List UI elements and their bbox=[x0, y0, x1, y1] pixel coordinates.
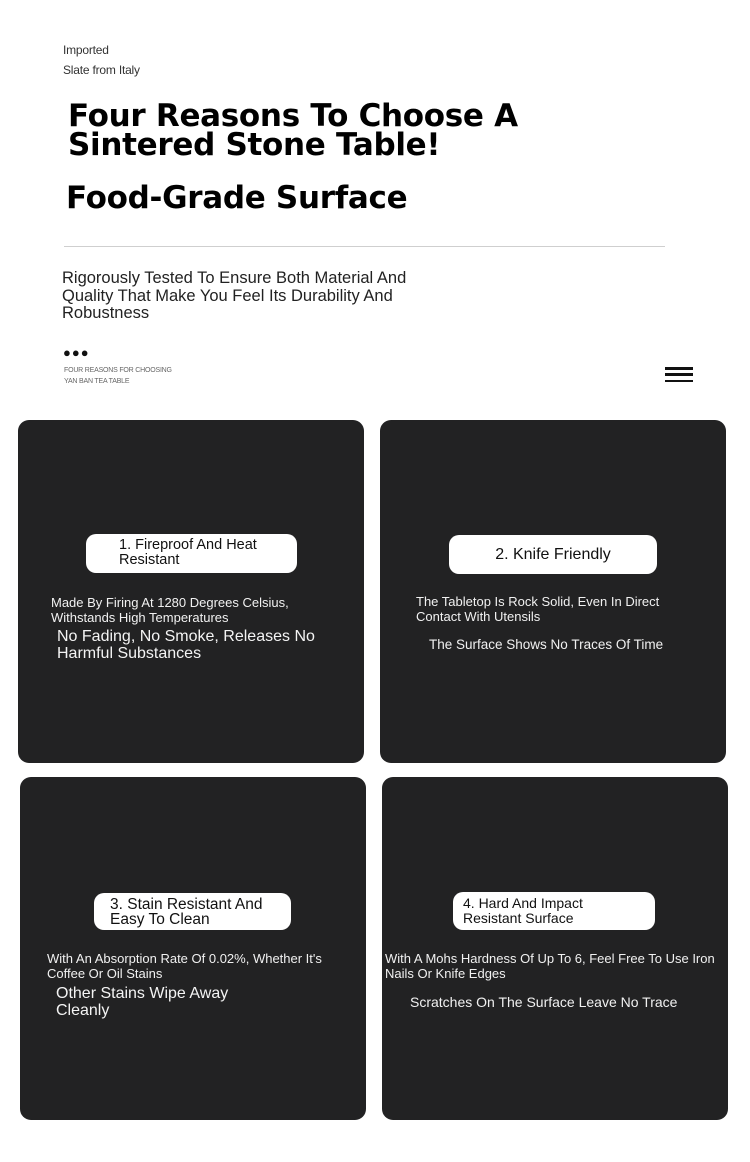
feature-title: 2. Knife Friendly bbox=[495, 546, 611, 563]
feature-card-hard-surface bbox=[382, 777, 728, 1120]
description: Rigorously Tested To Ensure Both Material And Quality That Make You Feel Its Durability And Robustness bbox=[62, 269, 407, 322]
origin-label-line1: Imported bbox=[63, 43, 109, 57]
feature-text-primary: With A Mohs Hardness Of Up To 6, Feel Free To Use Iron Nails Or Knife Edges bbox=[385, 951, 715, 981]
feature-title-pill bbox=[86, 534, 297, 573]
feature-title: 4. Hard And Impact Resistant Surface bbox=[463, 895, 583, 926]
feature-title: 3. Stain Resistant And Easy To Clean bbox=[110, 896, 263, 928]
feature-title: 1. Fireproof And Heat Resistant bbox=[119, 537, 257, 568]
feature-text-secondary: Other Stains Wipe Away Cleanly bbox=[56, 985, 229, 1019]
feature-text-primary: Made By Firing At 1280 Degrees Celsius, Withstands High Temperatures bbox=[51, 595, 289, 625]
page-subtitle: Food-Grade Surface bbox=[66, 180, 408, 216]
feature-card-stain-resistant bbox=[20, 777, 366, 1120]
feature-card-knife-friendly bbox=[380, 420, 726, 763]
feature-text-secondary: The Surface Shows No Traces Of Time bbox=[429, 637, 664, 652]
feature-title-pill bbox=[94, 893, 291, 930]
feature-title-pill bbox=[449, 535, 657, 574]
dots-decoration: ●●● bbox=[63, 345, 90, 360]
feature-text-primary: The Tabletop Is Rock Solid, Even In Direct Contact With Utensils bbox=[416, 594, 660, 624]
tiny-caption-line1: FOUR REASONS FOR CHOOSING bbox=[64, 367, 172, 374]
page-title: Four Reasons To Choose A Sintered Stone Table! bbox=[68, 98, 518, 163]
tiny-caption bbox=[64, 365, 172, 387]
feature-title-pill bbox=[453, 892, 655, 930]
feature-text-secondary: No Fading, No Smoke, Releases No Harmful Substances bbox=[57, 628, 315, 662]
feature-card-fireproof bbox=[18, 420, 364, 763]
feature-text-primary: With An Absorption Rate Of 0.02%, Whether It's Coffee Or Oil Stains bbox=[47, 951, 322, 981]
divider bbox=[64, 246, 665, 247]
origin-label-line2: Slate from Italy bbox=[63, 63, 140, 77]
feature-text-secondary: Scratches On The Surface Leave No Trace bbox=[410, 994, 678, 1010]
hamburger-menu-icon[interactable] bbox=[665, 367, 693, 387]
tiny-caption-line2: YAN BAN TEA TABLE bbox=[64, 378, 130, 385]
